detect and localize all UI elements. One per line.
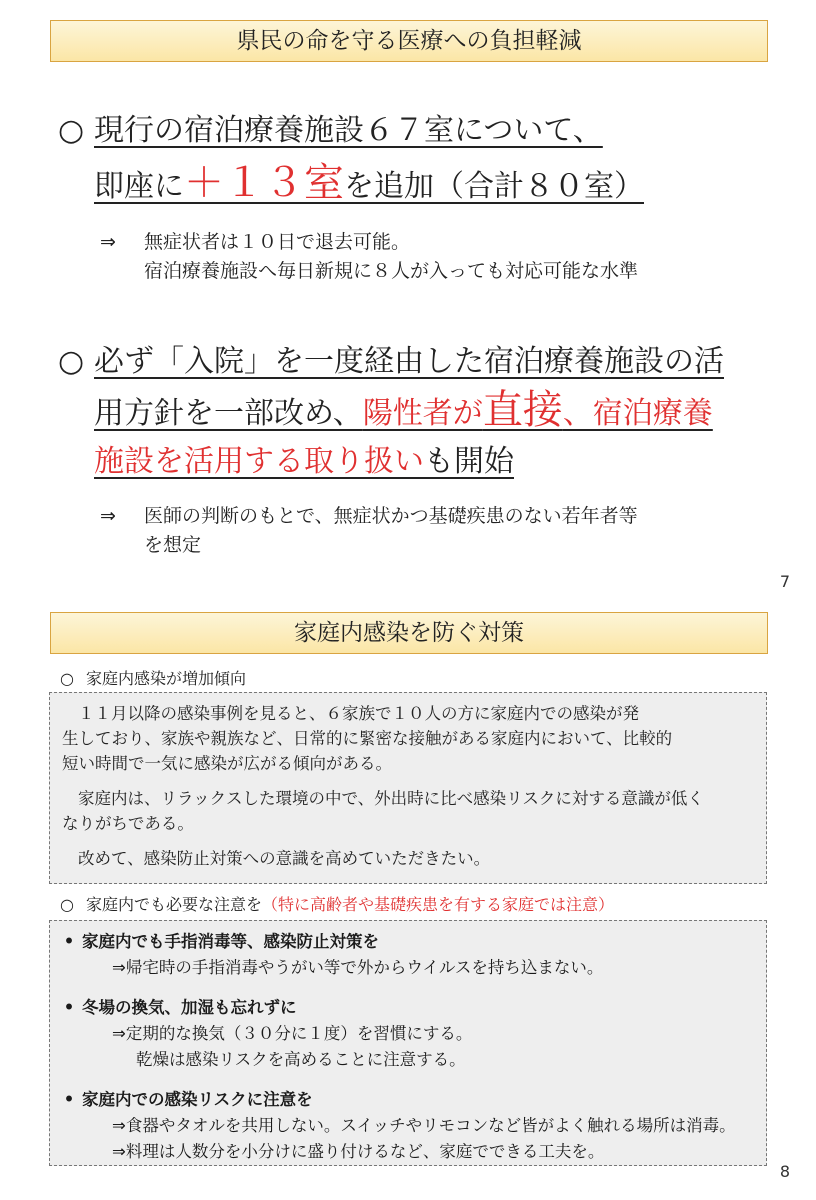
item2-line3-red: 施設を活用する取り扱い <box>94 444 424 479</box>
slide7-title-banner <box>50 20 768 62</box>
para1-line1: １１月以降の感染事例を見ると、６家族で１０人の方に家庭内での感染が発 <box>78 704 639 723</box>
item1-line2-post: を追加（合計８０室） <box>344 169 644 204</box>
tip2-detail2: 乾燥は感染リスクを高めることに注意する。 <box>136 1050 466 1069</box>
section1-heading <box>60 668 246 690</box>
para3: 改めて、感染防止対策への意識を高めていただきたい。 <box>78 849 491 868</box>
item1-line2-pre: 即座に <box>94 169 184 204</box>
item1-arrow: ⇒ <box>100 231 116 253</box>
slide7-title: 県民の命を守る医療への負担軽減 <box>236 28 582 54</box>
tip-item <box>56 995 756 1073</box>
section1-bullet: ○ <box>60 669 74 688</box>
tip3-dot: • <box>63 1090 75 1109</box>
tip2-title: 冬場の換気、加湿も忘れずに <box>82 998 297 1017</box>
item1-bullet: ○ <box>58 113 85 148</box>
para2-line2: なりがちである。 <box>62 814 194 833</box>
item1-note2: 宿泊療養施設へ毎日新規に８人が入っても対応可能な水準 <box>144 260 639 282</box>
item2-note2: を想定 <box>144 534 202 556</box>
slide8-page-number: 8 <box>779 1162 790 1181</box>
item2-note1: 医師の判断のもとで、無症状かつ基礎疾患のない若年者等 <box>144 505 638 527</box>
item2-line2 <box>58 386 724 438</box>
section2-box <box>49 920 767 1166</box>
item2-note <box>100 502 638 560</box>
tip2-detail1: ⇒定期的な換気（３０分に１度）を習慣にする。 <box>112 1024 473 1043</box>
item1-note1: 無症状者は１０日で退去可能。 <box>144 231 411 253</box>
tip1-detail1: ⇒帰宅時の手指消毒やうがい等で外からウイルスを持ち込まない。 <box>112 958 604 977</box>
tip1-dot: • <box>63 932 75 951</box>
tip-item <box>56 1087 756 1165</box>
section2-heading-text: 家庭内でも必要な注意を <box>86 895 263 914</box>
item2-block <box>58 338 724 486</box>
item1-line2 <box>58 160 644 210</box>
tip3-title: 家庭内での感染リスクに注意を <box>82 1090 313 1109</box>
item2-line2-red1: 陽性者が <box>362 396 483 431</box>
item2-line3 <box>58 438 724 486</box>
item1-block <box>58 108 644 210</box>
tip1-title: 家庭内でも手指消毒等、感染防止対策を <box>82 932 379 951</box>
section2-heading <box>60 894 614 916</box>
tip-item <box>56 929 756 981</box>
slide7-page-number: 7 <box>779 572 790 591</box>
item2-line1: 必ず「入院」を一度経由した宿泊療養施設の活 <box>94 344 724 379</box>
section2-heading-red: （特に高齢者や基礎疾患を有する家庭では注意） <box>262 895 615 914</box>
item1-line2-red: ＋１３室 <box>184 160 344 206</box>
para1-line2: 生しており、家族や親族など、日常的に緊密な接触がある家庭内において、比較的 <box>62 729 673 748</box>
item2-arrow: ⇒ <box>100 505 116 527</box>
para1-line3: 短い時間で一気に感染が広がる傾向がある。 <box>62 754 392 773</box>
slide8-title-banner <box>50 612 768 654</box>
item2-line2-pre: 用方針を一部改め、 <box>94 396 363 431</box>
section2-bullet: ○ <box>60 895 74 914</box>
item2-bullet: ○ <box>58 344 85 379</box>
para2-line1: 家庭内は、リラックスした環境の中で、外出時に比べ感染リスクに対する意識が低く <box>78 789 704 808</box>
item2-line3-post: も開始 <box>424 444 514 479</box>
tip2-dot: • <box>63 998 75 1017</box>
section1-heading-text: 家庭内感染が増加傾向 <box>86 669 247 688</box>
section1-box <box>49 692 767 884</box>
item2-line2-red-big: 直接 <box>482 387 563 433</box>
item1-line1: 現行の宿泊療養施設６７室について、 <box>94 113 603 148</box>
tip3-detail2: ⇒料理は人数分を小分けに盛り付けるなど、家庭でできる工夫を。 <box>112 1142 605 1161</box>
item1-note <box>100 228 638 286</box>
item2-line2-red2: 、宿泊療養 <box>562 396 713 431</box>
slide8-title: 家庭内感染を防ぐ対策 <box>294 620 524 646</box>
tip3-detail1: ⇒食器やタオルを共用しない。スイッチやリモコンなど皆がよく触れる場所は消毒。 <box>112 1116 736 1135</box>
